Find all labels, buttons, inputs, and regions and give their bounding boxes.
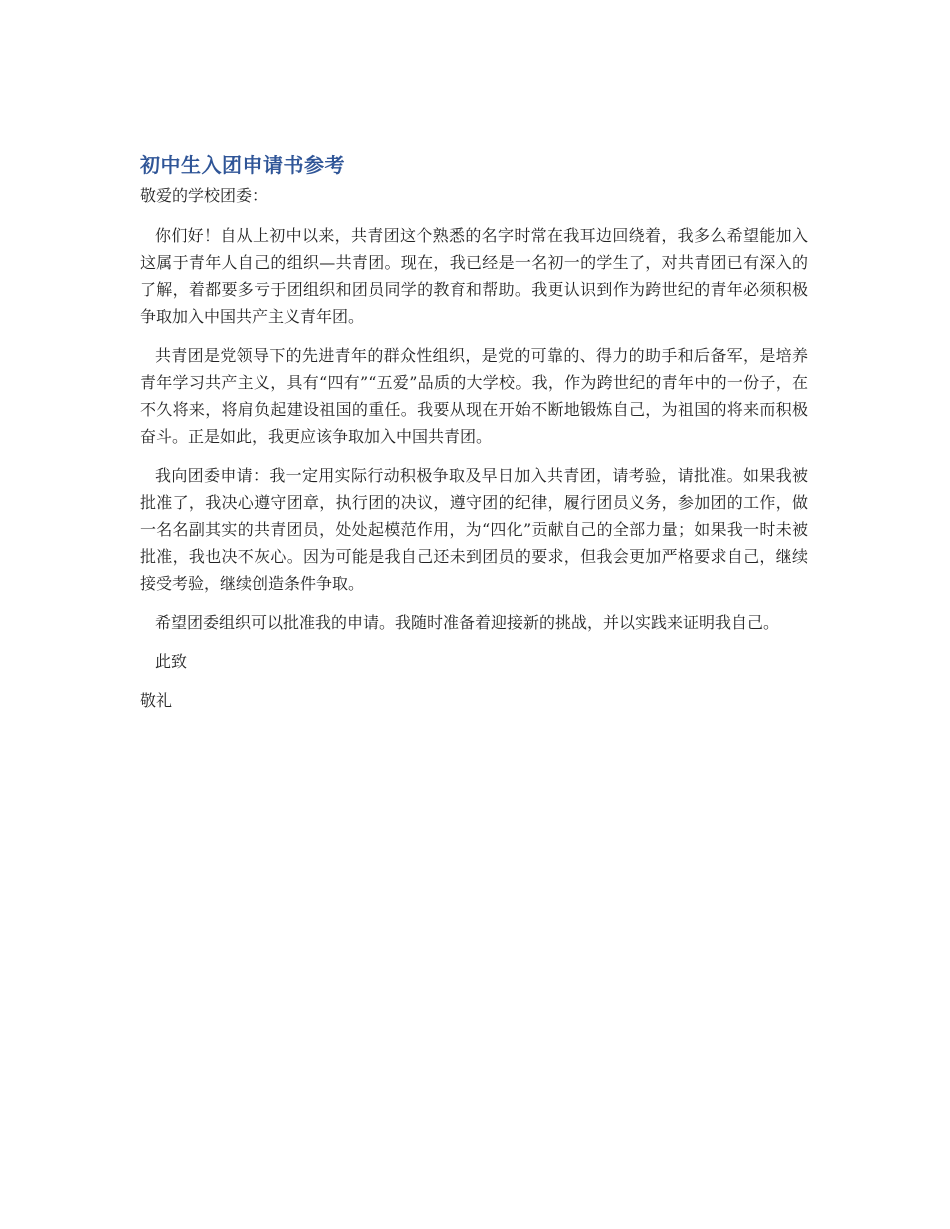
paragraph-about-league: 共青团是党领导下的先进青年的群众性组织，是党的可靠的、得力的助手和后备军，是培养青年学习共产主义，具有“四有”“五爱”品质的大学校。我，作为跨世纪的青年中的一份子，在不久将来，将肩负起建设祖国的重任。我要从现在开始不断地锻炼自己，为祖国的将来而积极奋斗。正是如此，我更应该争取加入中国共青团。 xyxy=(140,346,808,446)
salutation: 敬爱的学校团委： xyxy=(140,186,269,205)
document-title: 初中生入团申请书参考 xyxy=(140,153,345,177)
paragraph-application: 我向团委申请：我一定用实际行动积极争取及早日加入共青团，请考验，请批准。如果我被批准了，我决心遵守团章，执行团的决议，遵守团的纪律，履行团员义务，参加团的工作，做一名名副其实的共青团员，处处起模范作用，为“四化”贡献自己的全部力量；如果我一时未被批准，我也决不灰心。因为可能是我自己还未到团员的要求，但我会更加严格要求自己，继续接受考验，继续创造条件争取。 xyxy=(140,466,808,593)
closing: 此致 xyxy=(155,652,188,671)
paragraph-greeting: 你们好！自从上初中以来，共青团这个熟悉的名字时常在我耳边回绕着，我多么希望能加入这属于青年人自己的组织—共青团。现在，我已经是一名初一的学生了，对共青团已有深入的了解，着都要多亏于团组织和团员同学的教育和帮助。我更认识到作为跨世纪的青年必须积极争取加入中国共产主义青年团。 xyxy=(140,226,808,326)
paragraph-hope: 希望团委组织可以批准我的申请。我随时准备着迎接新的挑战，并以实践来证明我自己。 xyxy=(155,613,780,632)
regards: 敬礼 xyxy=(140,691,173,710)
document-page xyxy=(140,148,808,714)
